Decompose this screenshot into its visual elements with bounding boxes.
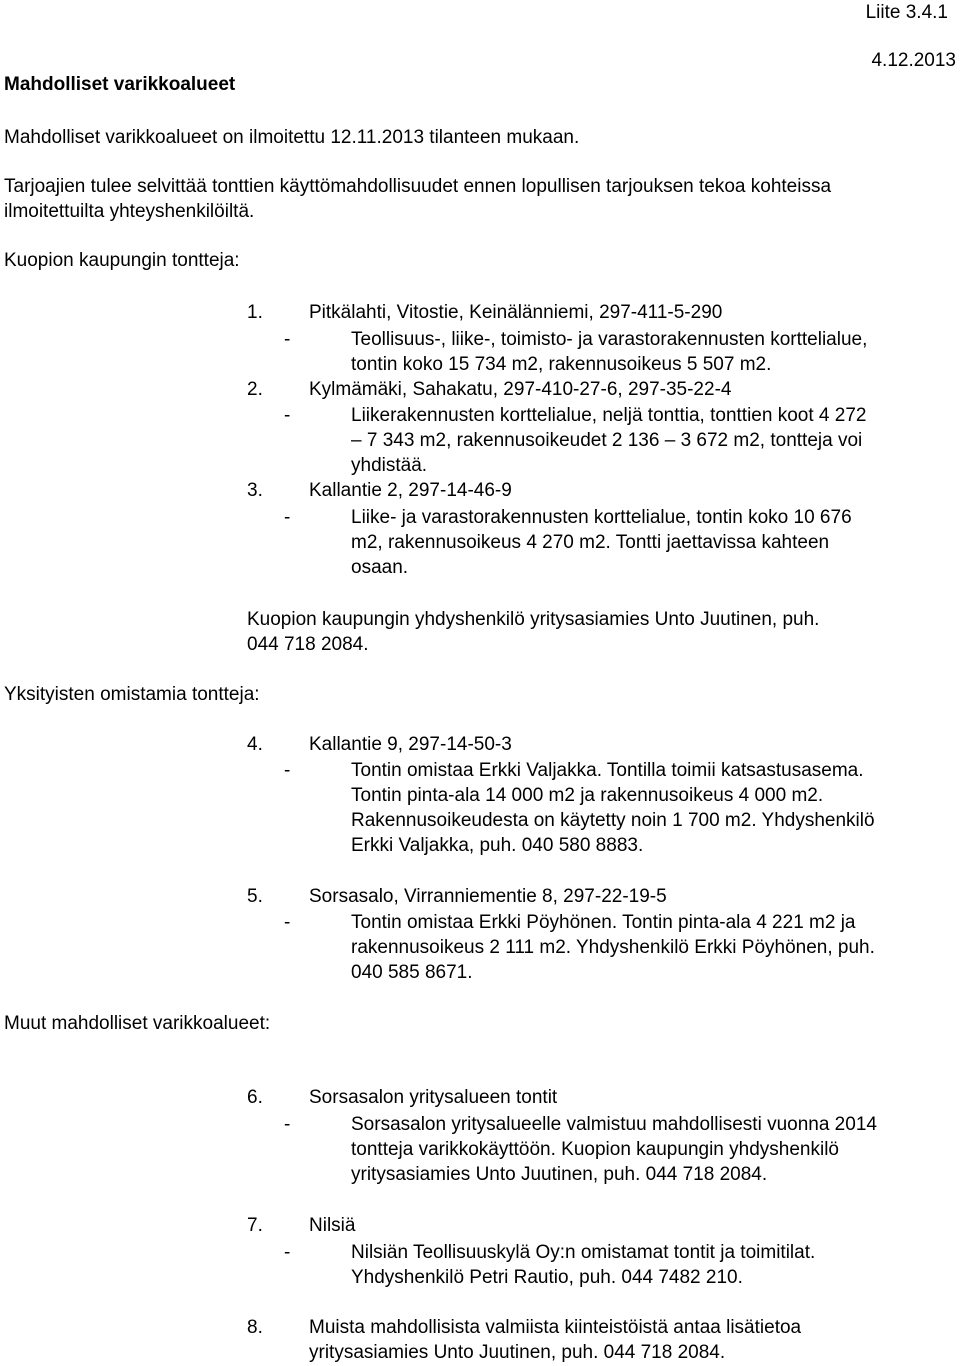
item-3-line-1: Liike- ja varastorakennusten korttelialue, tontin koko 10 676 xyxy=(351,507,852,528)
item-2-line-3: yhdistää. xyxy=(351,455,428,476)
item-2-line-1: Liikerakennusten korttelialue, neljä tonttia, tonttien koot 4 272 xyxy=(351,405,867,426)
item-6-line-2: tontteja varikkokäyttöön. Kuopion kaupungin yhdyshenkilö xyxy=(351,1139,839,1160)
page-title: Mahdolliset varikkoalueet xyxy=(4,74,236,95)
item-8-line-1: yritysasiamies Unto Juutinen, puh. 044 718 2084. xyxy=(309,1342,726,1363)
item-6-number: 6. xyxy=(247,1087,263,1108)
item-4-line-1: Tontin omistaa Erkki Valjakka. Tontilla toimii katsastusasema. xyxy=(351,760,864,781)
item-5-number: 5. xyxy=(247,886,263,907)
item-3-line-3: osaan. xyxy=(351,557,409,578)
item-2-dash: - xyxy=(284,405,291,426)
item-1-line-2: tontin koko 15 734 m2, rakennusoikeus 5 507 m2. xyxy=(351,354,772,375)
appendix-label: Liite 3.4.1 xyxy=(865,2,948,23)
item-2-title: Kylmämäki, Sahakatu, 297-410-27-6, 297-35-22-4 xyxy=(309,379,732,400)
item-8-number: 8. xyxy=(247,1317,263,1338)
item-3-line-2: m2, rakennusoikeus 4 270 m2. Tontti jaettavissa kahteen xyxy=(351,532,830,553)
item-7-dash: - xyxy=(284,1242,291,1263)
intro-line-2b: ilmoitettuilta yhteyshenkilöiltä. xyxy=(4,201,255,222)
item-1-dash: - xyxy=(284,329,291,350)
item-6-dash: - xyxy=(284,1114,291,1135)
item-3-dash: - xyxy=(284,507,291,528)
item-1-line-1: Teollisuus-, liike-, toimisto- ja varastorakennusten korttelialue, xyxy=(351,329,868,350)
item-2-number: 2. xyxy=(247,379,263,400)
item-6-line-3: yritysasiamies Unto Juutinen, puh. 044 718 2084. xyxy=(351,1164,768,1185)
item-4-line-3: Rakennusoikeudesta on käytetty noin 1 700 m2. Yhdyshenkilö xyxy=(351,810,875,831)
item-4-line-2: Tontin pinta-ala 14 000 m2 ja rakennusoikeus 4 000 m2. xyxy=(351,785,824,806)
intro-line-1: Mahdolliset varikkoalueet on ilmoitettu 12.11.2013 tilanteen mukaan. xyxy=(4,127,580,148)
item-7-title: Nilsiä xyxy=(309,1215,356,1236)
item-5-line-3: 040 585 8671. xyxy=(351,962,473,983)
item-1-title: Pitkälahti, Vitostie, Keinälänniemi, 297-411-5-290 xyxy=(309,302,723,323)
item-3-title: Kallantie 2, 297-14-46-9 xyxy=(309,480,512,501)
item-6-title: Sorsasalon yritysalueen tontit xyxy=(309,1087,558,1108)
item-4-line-4: Erkki Valjakka, puh. 040 580 8883. xyxy=(351,835,644,856)
section-city-heading: Kuopion kaupungin tontteja: xyxy=(4,250,240,271)
city-contact-line-1: Kuopion kaupungin yhdyshenkilö yritysasiamies Unto Juutinen, puh. xyxy=(247,609,820,630)
item-8-title: Muista mahdollisista valmiista kiinteistöistä antaa lisätietoa xyxy=(309,1317,802,1338)
document-date: 4.12.2013 xyxy=(871,50,956,71)
item-1-number: 1. xyxy=(247,302,263,323)
item-4-dash: - xyxy=(284,760,291,781)
item-7-number: 7. xyxy=(247,1215,263,1236)
item-5-title: Sorsasalo, Virranniementie 8, 297-22-19-5 xyxy=(309,886,667,907)
item-4-title: Kallantie 9, 297-14-50-3 xyxy=(309,734,512,755)
item-4-number: 4. xyxy=(247,734,263,755)
section-private-heading: Yksityisten omistamia tontteja: xyxy=(4,684,260,705)
item-3-number: 3. xyxy=(247,480,263,501)
item-7-line-1: Nilsiän Teollisuuskylä Oy:n omistamat tontit ja toimitilat. xyxy=(351,1242,816,1263)
item-5-line-2: rakennusoikeus 2 111 m2. Yhdyshenkilö Erkki Pöyhönen, puh. xyxy=(351,937,875,958)
section-other-heading: Muut mahdolliset varikkoalueet: xyxy=(4,1013,271,1034)
item-6-line-1: Sorsasalon yritysalueelle valmistuu mahdollisesti vuonna 2014 xyxy=(351,1114,877,1135)
intro-line-2a: Tarjoajien tulee selvittää tonttien käyttömahdollisuudet ennen lopullisen tarjouksen tekoa kohteissa xyxy=(4,176,832,197)
item-5-line-1: Tontin omistaa Erkki Pöyhönen. Tontin pinta-ala 4 221 m2 ja xyxy=(351,912,856,933)
item-2-line-2: – 7 343 m2, rakennusoikeudet 2 136 – 3 672 m2, tontteja voi xyxy=(351,430,863,451)
item-7-line-2: Yhdyshenkilö Petri Rautio, puh. 044 7482 210. xyxy=(351,1267,743,1288)
city-contact-line-2: 044 718 2084. xyxy=(247,634,369,655)
item-5-dash: - xyxy=(284,912,291,933)
